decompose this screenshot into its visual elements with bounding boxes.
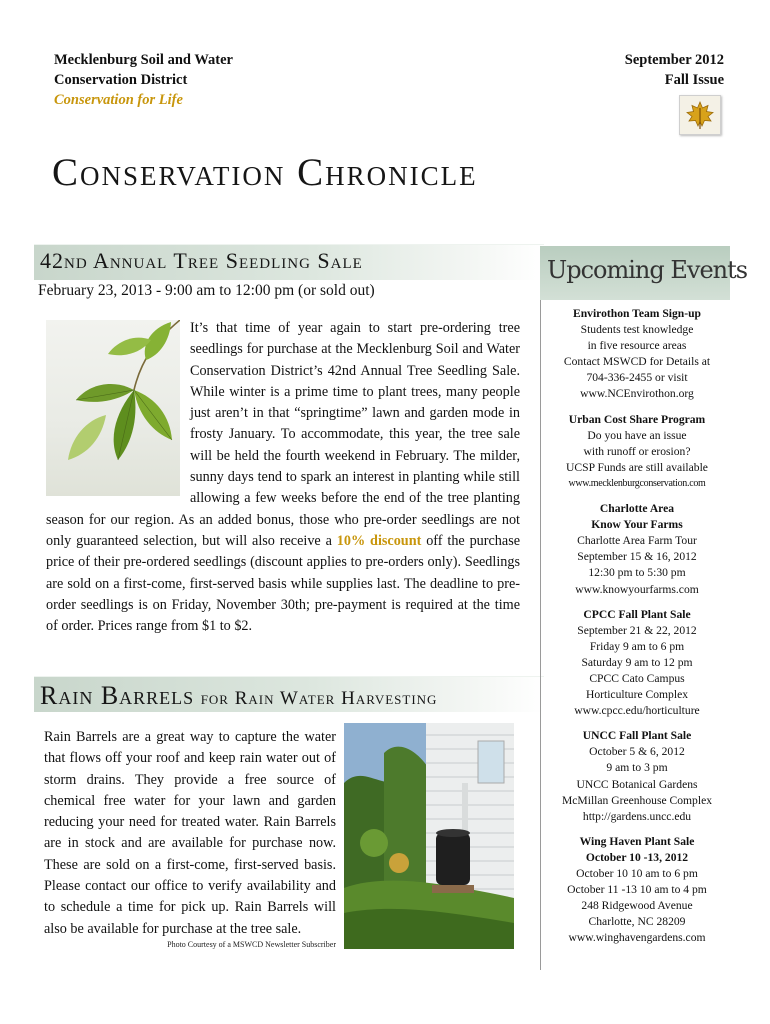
event-detail: CPCC Cato Campus xyxy=(589,671,685,685)
rain-barrels-banner xyxy=(34,676,544,712)
event-website: www.mecklenburgconservation.com xyxy=(568,477,706,489)
issue-header xyxy=(625,50,724,90)
tree-sale-title: 42nd Annual Tree Seedling Sale xyxy=(40,248,363,273)
event-item xyxy=(544,834,730,947)
event-detail: www.NCEnvirothon.org xyxy=(580,387,694,401)
event-detail: Contact MSWCD for Details at xyxy=(563,355,711,369)
rain-barrels-title xyxy=(40,681,437,711)
tree-sale-banner xyxy=(34,244,544,280)
org-tagline: Conservation for Life xyxy=(54,92,183,108)
event-title: October 10 -13, 2012 xyxy=(585,850,689,864)
event-detail: www.knowyourfarms.com xyxy=(575,582,699,596)
event-item xyxy=(544,306,730,403)
tree-sale-text-after: off the purchase price of their pre-ordered seedlings (discount applies to pre-orders only). Seedlings are sold on a first-come, first-served basis while supplies last. The deadline to pre-order seedlings is on Friday, November 30th; pre-payment is required at the time of order. Prices range from $1 to $2. xyxy=(46,532,521,635)
event-detail: October 10 10 am to 6 pm xyxy=(576,867,698,880)
upcoming-events-sidebar xyxy=(540,246,748,966)
event-detail: UCSP Funds are still available xyxy=(566,460,708,474)
event-detail: 9 am to 3 pm xyxy=(606,761,668,775)
event-detail: Do you have an issue xyxy=(587,428,687,442)
upcoming-events-title: Upcoming Events xyxy=(547,256,748,284)
org-name-line-2: Conservation District xyxy=(54,72,188,88)
rain-barrels-title-rest: for Rain Water Harvesting xyxy=(200,688,438,709)
rain-barrel-photo xyxy=(344,723,514,949)
event-title: Wing Haven Plant Sale xyxy=(579,834,695,848)
event-detail: October 11 -13 10 am to 4 pm xyxy=(567,883,707,897)
event-detail: with runoff or erosion? xyxy=(583,444,691,458)
event-title: CPCC Fall Plant Sale xyxy=(583,607,691,621)
event-detail: http://gardens.uncc.edu xyxy=(582,809,692,823)
event-item xyxy=(544,607,730,720)
event-detail: Charlotte, NC 28209 xyxy=(588,915,686,929)
event-item xyxy=(544,501,730,598)
event-item xyxy=(544,412,730,492)
tree-sale-date: February 23, 2013 - 9:00 am to 12:00 pm (or sold out) xyxy=(38,282,375,299)
organization-header xyxy=(54,50,233,110)
events-list xyxy=(544,306,730,955)
event-detail: 12:30 pm to 5:30 pm xyxy=(588,566,686,580)
autumn-leaf-icon xyxy=(679,95,721,135)
event-detail: October 5 & 6, 2012 xyxy=(589,745,685,759)
event-detail: 248 Ridgewood Avenue xyxy=(581,899,693,913)
event-detail: Charlotte Area Farm Tour xyxy=(577,534,697,548)
tree-sale-text-before: It’s that time of year again to start pre-ordering tree seedlings for purchase at the Mecklenburg Soil and Water Conservation District’s 42nd Annual Tree Seedling Sale. While winter is a prime time to plant trees, many people just aren’t in that “springtime” lawn and garden mode in frosty January. To accommodate, this year, the tree sale will be held the fourth weekend in February. The milder, sunny days tend to spark an interest in planting while still allowing a few weeks before the end of the tree planting season for our region. As an added bonus, those who pre-order seedlings are not only guaranteed selection, but will also receive a xyxy=(46,320,520,549)
event-detail: McMillan Greenhouse Complex xyxy=(561,793,713,807)
event-item xyxy=(544,728,730,825)
event-detail: Students test knowledge xyxy=(580,323,694,337)
issue-date: September 2012 xyxy=(624,52,724,68)
event-title: Urban Cost Share Program xyxy=(568,412,706,426)
event-detail: www.winghavengardens.com xyxy=(568,931,706,945)
event-detail: September 15 & 16, 2012 xyxy=(577,550,697,564)
event-detail: Saturday 9 am to 12 pm xyxy=(581,655,693,669)
newsletter-masthead: Conservation Chronicle xyxy=(52,151,478,194)
event-title: Envirothon Team Sign-up xyxy=(572,307,701,320)
sidebar-divider xyxy=(540,300,541,970)
rain-barrels-title-main: Rain Barrels xyxy=(40,681,195,710)
event-title: UNCC Fall Plant Sale xyxy=(582,729,692,743)
event-detail: Friday 9 am to 6 pm xyxy=(589,639,685,653)
upcoming-events-header xyxy=(540,246,748,300)
event-detail: Horticulture Complex xyxy=(585,688,689,702)
discount-highlight: 10% discount xyxy=(336,532,422,549)
event-detail: September 21 & 22, 2012 xyxy=(577,623,697,637)
event-title: Charlotte Area xyxy=(599,502,675,516)
event-detail: www.cpcc.edu/horticulture xyxy=(574,704,700,718)
event-detail: UNCC Botanical Gardens xyxy=(576,777,698,791)
rain-barrels-body: Rain Barrels are a great way to capture the water that flows off your roof and keep rain water out of storm drains. They provide a free source of chemical free water for your lawn and garden reducing your need for treated water. Rain Barrels are in stock and are available for purchase now. These are sold on a first-come, first-served basis. Please contact our office to verify availability and to schedule a time for pick up. Rain Barrels will also be available for purchase at the tree sale. xyxy=(44,729,336,937)
photo-credit: Photo Courtesy of a MSWCD Newsletter Subscriber xyxy=(167,940,336,949)
event-detail: 704-336-2455 or visit xyxy=(586,371,688,385)
event-detail: in five resource areas xyxy=(587,339,687,353)
org-name-line-1: Mecklenburg Soil and Water xyxy=(54,52,233,68)
event-title: Know Your Farms xyxy=(591,518,683,532)
tree-sale-body xyxy=(46,318,520,637)
issue-name: Fall Issue xyxy=(664,72,724,88)
